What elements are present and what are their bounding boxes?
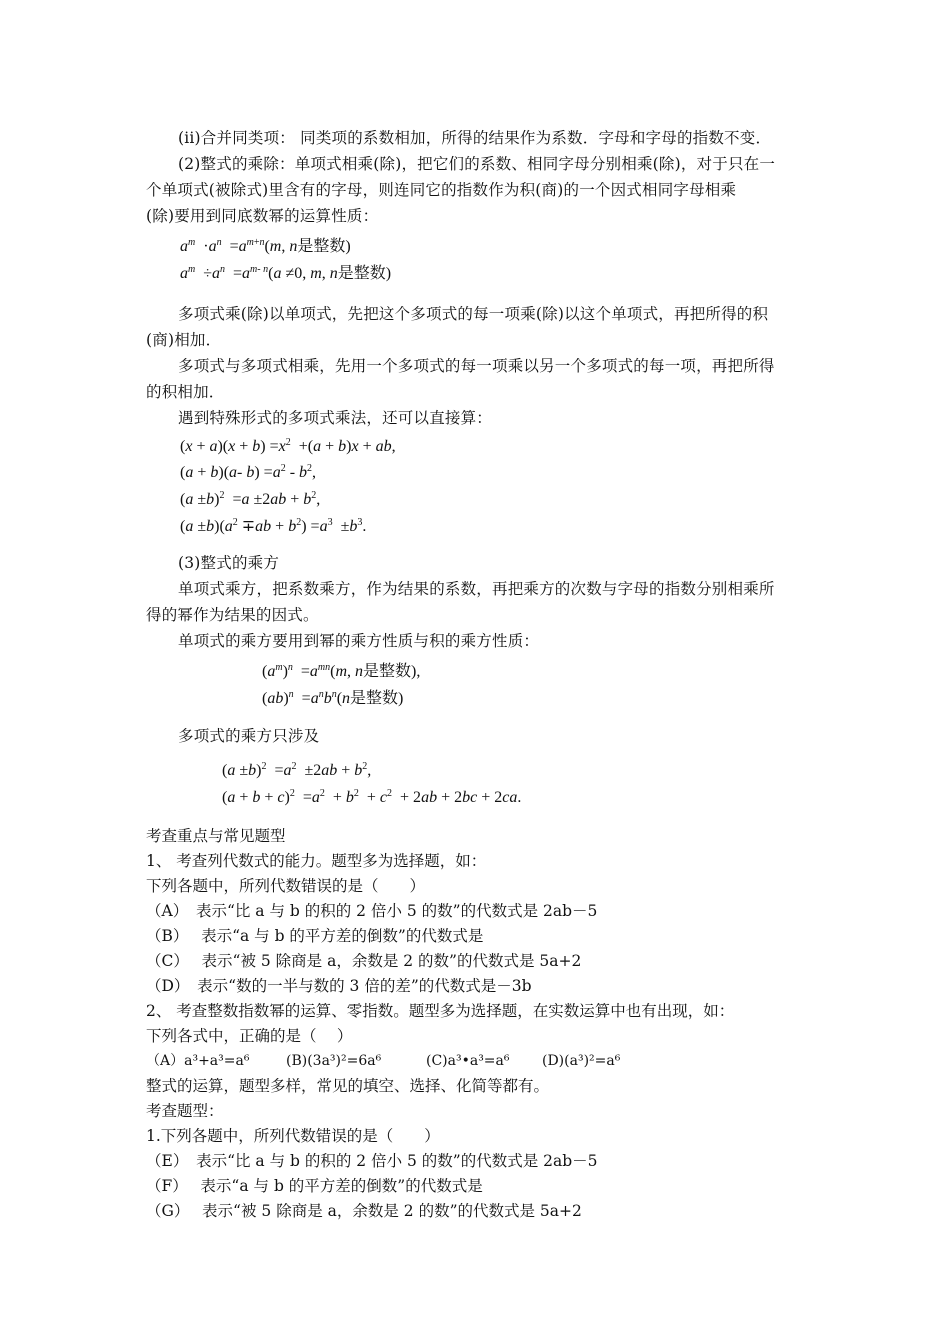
special-form-text: 遇到特殊形式的多项式乘法，还可以直接算： [178, 409, 493, 427]
formula-power-of-power: $(a^m)^n =a^{mn}(m$, n是整数), [262, 662, 421, 680]
merge-like-terms-text: (ii)合并同类项： 同类项的系数相加，所得的结果作为系数．字母和字母的指数不变． [178, 129, 772, 147]
question-1-option-a: （A） 表示“比 a 与 b 的积的 2 倍小 5 的数”的代数式是 2ab－5 [146, 902, 598, 920]
question-1-stem: 下列各题中，所列代数错误的是（ ） [146, 877, 426, 895]
formula-power-product: $a^m \cdot a^n =a^{m+n}(m$, n是整数) [180, 237, 351, 255]
exam-summary: 整式的运算，题型多样，常见的填空、选择、化简等都有。 [146, 1077, 550, 1095]
question-1-option-d: （D） 表示“数的一半与数的 3 倍的差”的代数式是－3b [146, 977, 532, 995]
poly-by-mono-text: 多项式乘(除)以单项式，先把这个多项式的每一项乘(除)以这个单项式，再把所得的积 [178, 305, 769, 323]
poly-power-text: 多项式的乘方只涉及 [178, 727, 320, 745]
power-property-text: 单项式的乘方要用到幂的乘方性质与积的乘方性质： [178, 632, 540, 650]
question-types-heading: 考查题型： [146, 1102, 224, 1120]
poly-by-mono-text-2: (商)相加． [146, 331, 222, 349]
poly-by-poly-text-2: 的积相加． [146, 383, 225, 401]
question-1-option-b: （B） 表示“a 与 b 的平方差的倒数”的代数式是 [146, 927, 484, 945]
special-formula-4: $(a \pm b)(a^2 \mp ab + b^2) =a^3 \pm b^3$. [180, 517, 367, 535]
poly-by-poly-text: 多项式与多项式相乘，先用一个多项式的每一项乘以另一个多项式的每一项，再把所得 [178, 357, 775, 375]
type-1-stem: 1.下列各题中，所列代数错误的是（ ） [146, 1127, 440, 1145]
type-1-option-g: （G） 表示“被 5 除商是 a，余数是 2 的数”的代数式是 5a+2 [146, 1202, 582, 1220]
multiply-divide-text-3: (除)要用到同底数幂的运算性质： [146, 207, 379, 225]
type-1-option-f: （F） 表示“a 与 b 的平方差的倒数”的代数式是 [146, 1177, 483, 1195]
special-formula-2: (a + b)(a- $b) =a^2 - b^2$, [180, 463, 317, 481]
section-power-heading: (3)整式的乘方 [178, 554, 280, 572]
special-formula-1: $(x + a)(x + b) =x^2 +(a + b)x$ + ab, [180, 437, 396, 455]
exam-heading: 考查重点与常见题型 [146, 827, 286, 845]
multiply-divide-text-2: 个单项式(被除式)里含有的字母，则连同它的指数作为积(商)的一个因式相同字母相乘 [146, 181, 737, 199]
mono-power-text: 单项式乘方，把系数乘方，作为结果的系数，再把乘方的次数与字母的指数分别相乘所 [178, 580, 775, 598]
formula-power-of-product: $(ab)^n =a^nb^n(n$是整数) [262, 689, 404, 707]
question-1-intro: 1、 考查列代数式的能力。题型多为选择题，如： [146, 852, 487, 870]
question-2-intro: 2、 考查整数指数幂的运算、零指数。题型多为选择题，在实数运算中也有出现，如： [146, 1002, 735, 1020]
formula-binomial-square: $(a \pm b)^2 =a^2 \pm 2ab + b^2$, [222, 761, 372, 779]
mono-power-text-2: 得的幂作为结果的因式。 [146, 606, 319, 624]
question-1-option-c: （C） 表示“被 5 除商是 a，余数是 2 的数”的代数式是 5a+2 [146, 952, 582, 970]
type-1-option-e: （E） 表示“比 a 与 b 的积的 2 倍小 5 的数”的代数式是 2ab－5 [146, 1152, 598, 1170]
question-2-stem: 下列各式中，正确的是（ ） [146, 1027, 353, 1045]
special-formula-3: $(a \pm b)^2 =a \pm 2ab + b^2$, [180, 490, 321, 508]
question-2-option-b: (B)(3a³)²=6a⁶ [286, 1053, 382, 1069]
formula-trinomial-square: $(a + b + c)^2 =a^2 + b^2 + c^2 + 2ab + 2bc + 2ca$. [222, 788, 522, 806]
formula-power-quotient: $a^m \div a^n =a^{m- n}(a \ne 0$, m, n是整数) [180, 264, 392, 282]
question-2-option-c: (C)a³•a³=a⁶ [426, 1053, 510, 1069]
multiply-divide-text: (2)整式的乘除：单项式相乘(除)，把它们的系数、相同字母分别相乘(除)，对于只在一 [178, 155, 776, 173]
question-2-option-d: (D)(a³)²=a⁶ [542, 1053, 621, 1069]
question-2-option-a: （A）a³+a³=a⁶ [146, 1053, 250, 1069]
